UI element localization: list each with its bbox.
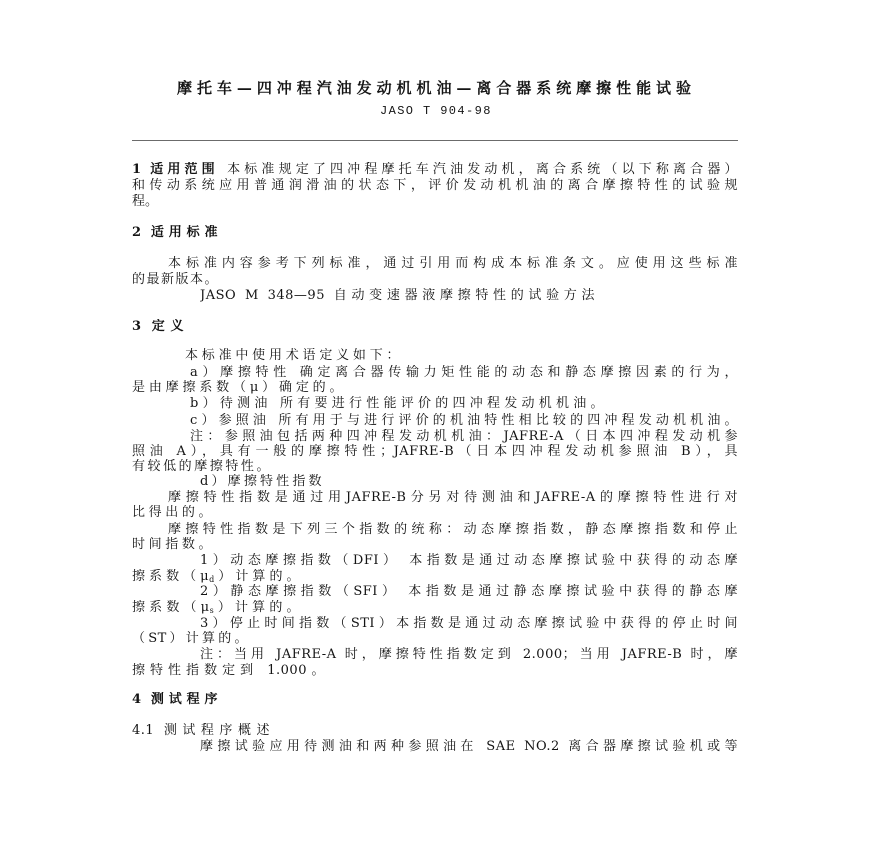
definition-line: 比得出的。	[132, 505, 212, 520]
index-item-sfi-cont	[132, 600, 300, 616]
subsection-4-1-heading: 4.1 测试程序概述	[132, 723, 270, 738]
definitions-intro: 本标准中使用术语定义如下：	[185, 348, 400, 363]
section-4-heading: 4 测试程序	[132, 692, 218, 707]
definition-line: d）摩擦特性指数	[200, 474, 322, 489]
index-item-dfi-cont	[132, 569, 300, 585]
scope-text: 本标准规定了四冲程摩托车汽油发动机，离合系统（以下称离合器）	[218, 162, 738, 177]
section-2-heading: 2 适用标准	[132, 225, 218, 240]
definition-line: 摩擦特性指数是下列三个指数的统称：动态摩擦指数，静态摩擦指数和停止	[168, 522, 738, 537]
document-title: 摩托车—四冲程汽油发动机机油—离合器系统摩擦性能试验	[177, 79, 692, 97]
title-divider	[132, 140, 738, 141]
index-item-sti: 3）停止时间指数（STI）本指数是通过动态摩擦试验中获得的停止时间	[200, 616, 738, 631]
definition-line: b）待测油 所有要进行性能评价的四冲程发动机机油。	[190, 396, 604, 411]
definition-note: 注：参照油包括两种四冲程发动机机油：JAFRE-A（日本四冲程发动机参	[190, 429, 738, 444]
index-item-dfi: 1）动态摩擦指数（DFI） 本指数是通过动态摩擦试验中获得的动态摩	[200, 553, 738, 568]
procedure-line: 摩擦试验应用待测油和两种参照油在 SAE NO.2 离合器摩擦试验机或等	[200, 739, 738, 754]
definition-line: 是由摩擦系数（μ）确定的。	[132, 380, 343, 395]
index-item-sti-cont: （ST）计算的。	[132, 631, 248, 646]
definition-line: a）摩擦特性 确定离合器传输力矩性能的动态和静态摩擦因素的行为，	[190, 365, 738, 380]
text: ）计算的。	[214, 569, 300, 584]
definition-note: 照油 A），具有一般的摩擦特性；JAFRE-B（日本四冲程发动机参照油 B），具	[132, 444, 738, 459]
text: 擦系数（μ	[132, 600, 210, 615]
index-note-cont: 擦特性指数定到 1.000。	[132, 663, 325, 678]
definition-note: 有较低的摩擦特性。	[132, 459, 270, 474]
scope-line-2: 和传动系统应用普通润滑油的状态下，评价发动机机油的离合摩擦特性的试验规	[132, 178, 738, 193]
standard-code: JASO T 904-98	[380, 104, 492, 118]
scope-line-3: 程。	[132, 194, 159, 209]
text: 擦系数（μ	[132, 569, 210, 584]
index-item-sfi: 2）静态摩擦指数（SFI） 本指数是通过静态摩擦试验中获得的静态摩	[200, 584, 738, 599]
definition-line: c）参照油 所有用于与进行评价的机油特性相比较的四冲程发动机机油。	[190, 413, 738, 428]
references-line-1: 本标准内容参考下列标准，通过引用而构成本标准条文。应使用这些标准	[168, 256, 738, 271]
definition-line: 时间指数。	[132, 537, 212, 552]
referenced-standard: JASO M 348—95 自动变速器液摩擦特性的试验方法	[200, 288, 595, 303]
scope-line-1	[132, 162, 738, 178]
definition-line: 摩擦特性指数是通过用JAFRE-B分另对待测油和JAFRE-A的摩擦特性进行对	[168, 490, 738, 505]
index-note: 注：当用 JAFRE-A 时，摩擦特性指数定到 2.000；当用 JAFRE-B 时，摩	[200, 647, 738, 662]
text: ）计算的。	[214, 600, 300, 615]
section-3-heading: 3 定义	[132, 319, 184, 334]
references-line-2: 的最新版本。	[132, 272, 218, 287]
subscript: s	[209, 606, 215, 615]
section-1-heading: 1 适用范围	[132, 162, 219, 177]
subscript: d	[209, 575, 215, 584]
